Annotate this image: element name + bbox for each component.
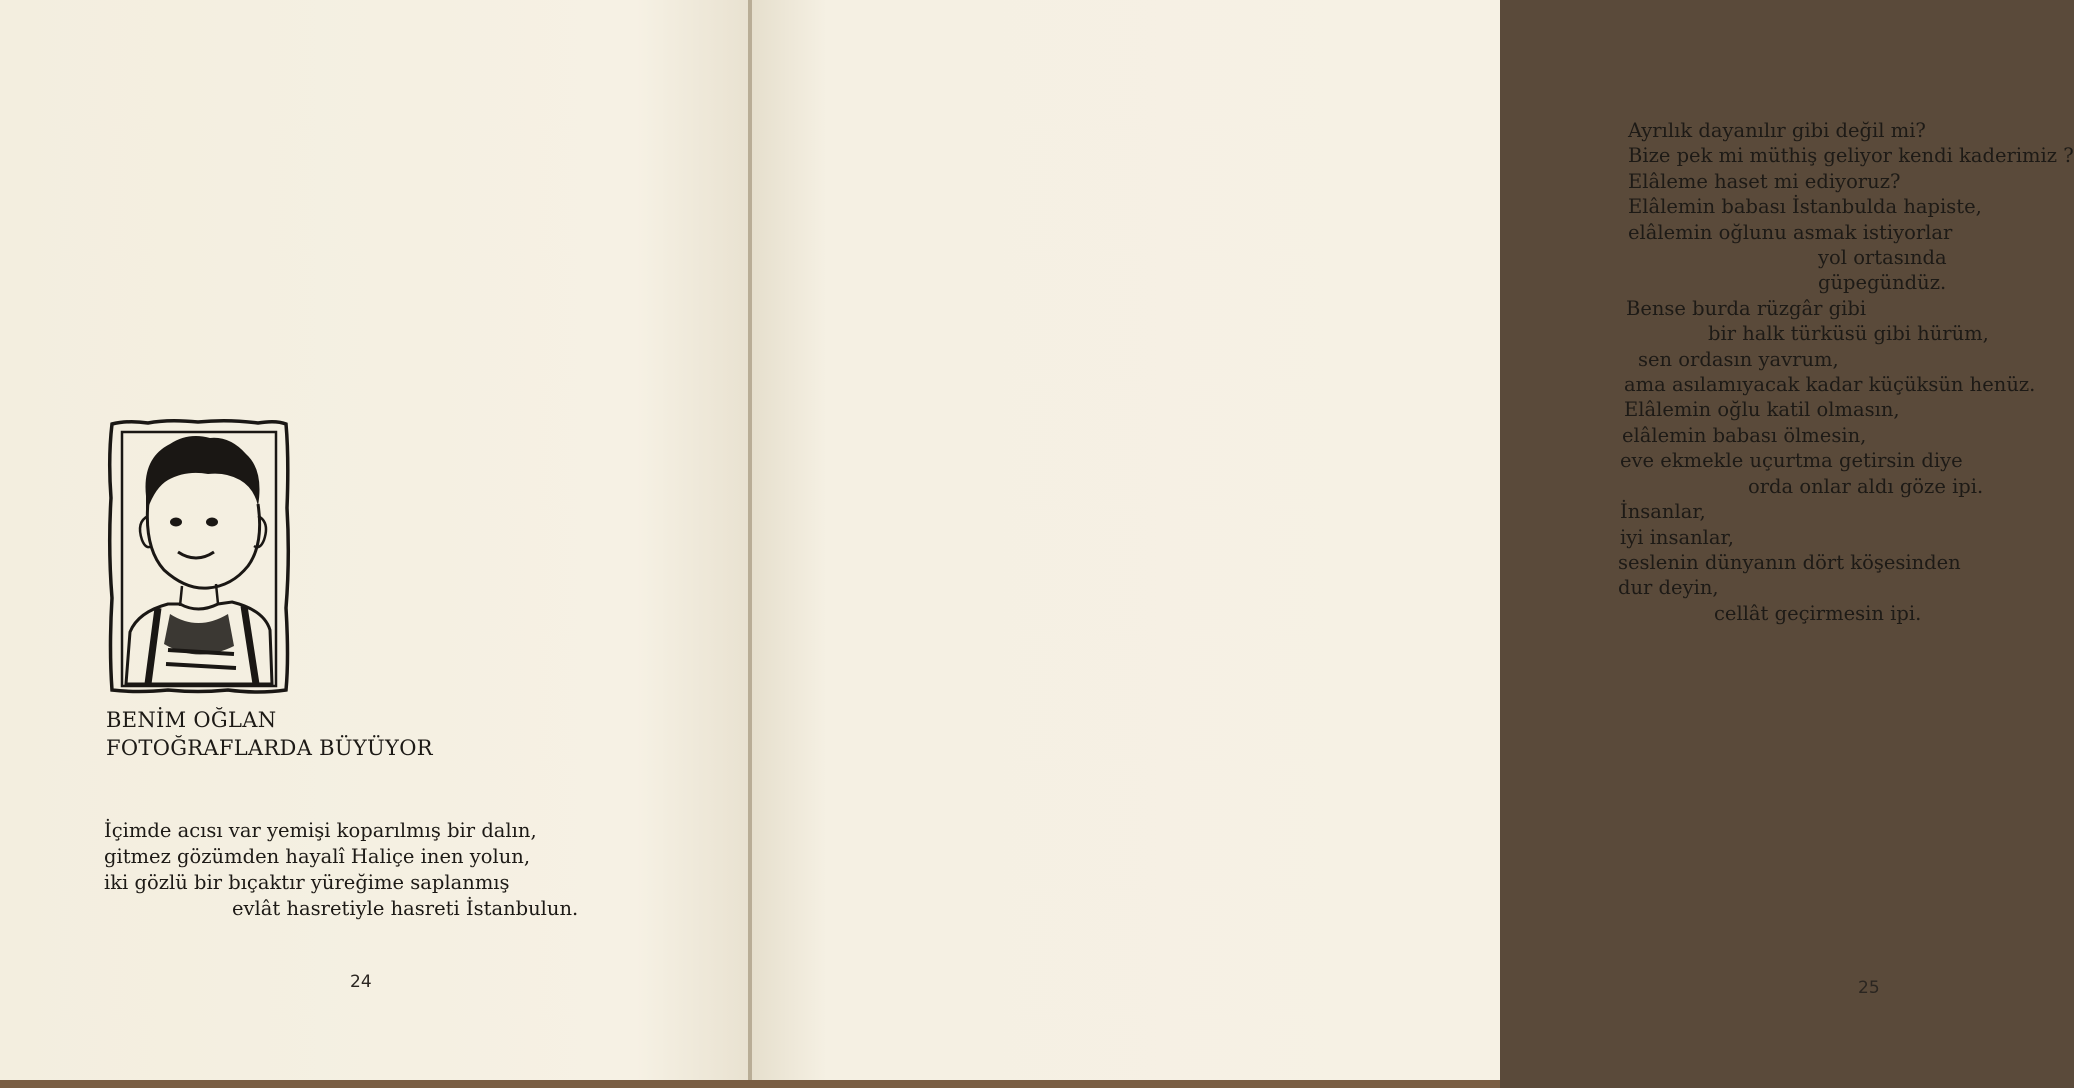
book-bottom-edge (0, 1080, 1500, 1088)
page-number-left: 24 (350, 972, 372, 992)
poem-line: Elâleme haset mi ediyoruz? (1628, 169, 1901, 193)
poem-line: eve ekmekle uçurtma getirsin diye (1620, 449, 1963, 473)
poem-line: sen ordasın yavrum, (1638, 347, 1839, 371)
poem-line: elâlemin babası ölmesin, (1622, 423, 1867, 447)
poem-line: Ayrılık dayanılır gibi değil mi? (1628, 119, 1926, 142)
poem-line: dur deyin, (1618, 576, 1719, 600)
poem-line: Bize pek mi müthiş geliyor kendi kaderimiz ? (1628, 144, 2074, 168)
poem-line: seslenin dünyanın dört köşesinden (1618, 550, 1961, 574)
poem-line: orda onlar aldı göze ipi. (1748, 474, 1984, 498)
poem-line: elâlemin oğlunu asmak istiyorlar (1628, 220, 1953, 244)
right-poem (1618, 118, 2074, 626)
left-page (0, 0, 748, 1080)
poem-line: iki gözlü bir bıçaktır yüreğime saplanmış (104, 871, 510, 894)
poem-line: ama asılamıyacak kadar küçüksün henüz. (1624, 373, 2036, 397)
poem-line: Elâlemin oğlu katil olmasın, (1624, 398, 1900, 422)
left-stanza (104, 818, 578, 922)
poem-line: İçimde acısı var yemişi koparılmış bir dalın, (104, 819, 537, 842)
poem-line: yol ortasında (1818, 246, 1947, 270)
poem-title-line-2: FOTOĞRAFLARDA BÜYÜYOR (106, 736, 433, 760)
poem-line: iyi insanlar, (1620, 525, 1734, 549)
poem-line: cellât geçirmesin ipi. (1714, 601, 1922, 625)
poem-line: güpegündüz. (1818, 271, 1947, 295)
poem-line: İnsanlar, (1620, 500, 1706, 524)
poem-line: Bense burda rüzgâr gibi (1626, 296, 1867, 320)
page-number-right: 25 (1858, 978, 1880, 998)
right-page (752, 0, 2074, 1080)
boy-portrait-illustration (108, 418, 290, 694)
poem-line: Elâlemin babası İstanbulda hapiste, (1628, 195, 1982, 219)
poem-line: evlât hasretiyle hasreti İstanbulun. (232, 897, 579, 920)
poem-title (106, 706, 433, 762)
poem-title-line-1: BENİM OĞLAN (106, 708, 277, 732)
poem-line: gitmez gözümden hayalî Haliçe inen yolun, (104, 845, 531, 868)
poem-line: bir halk türküsü gibi hürüm, (1708, 322, 1989, 346)
